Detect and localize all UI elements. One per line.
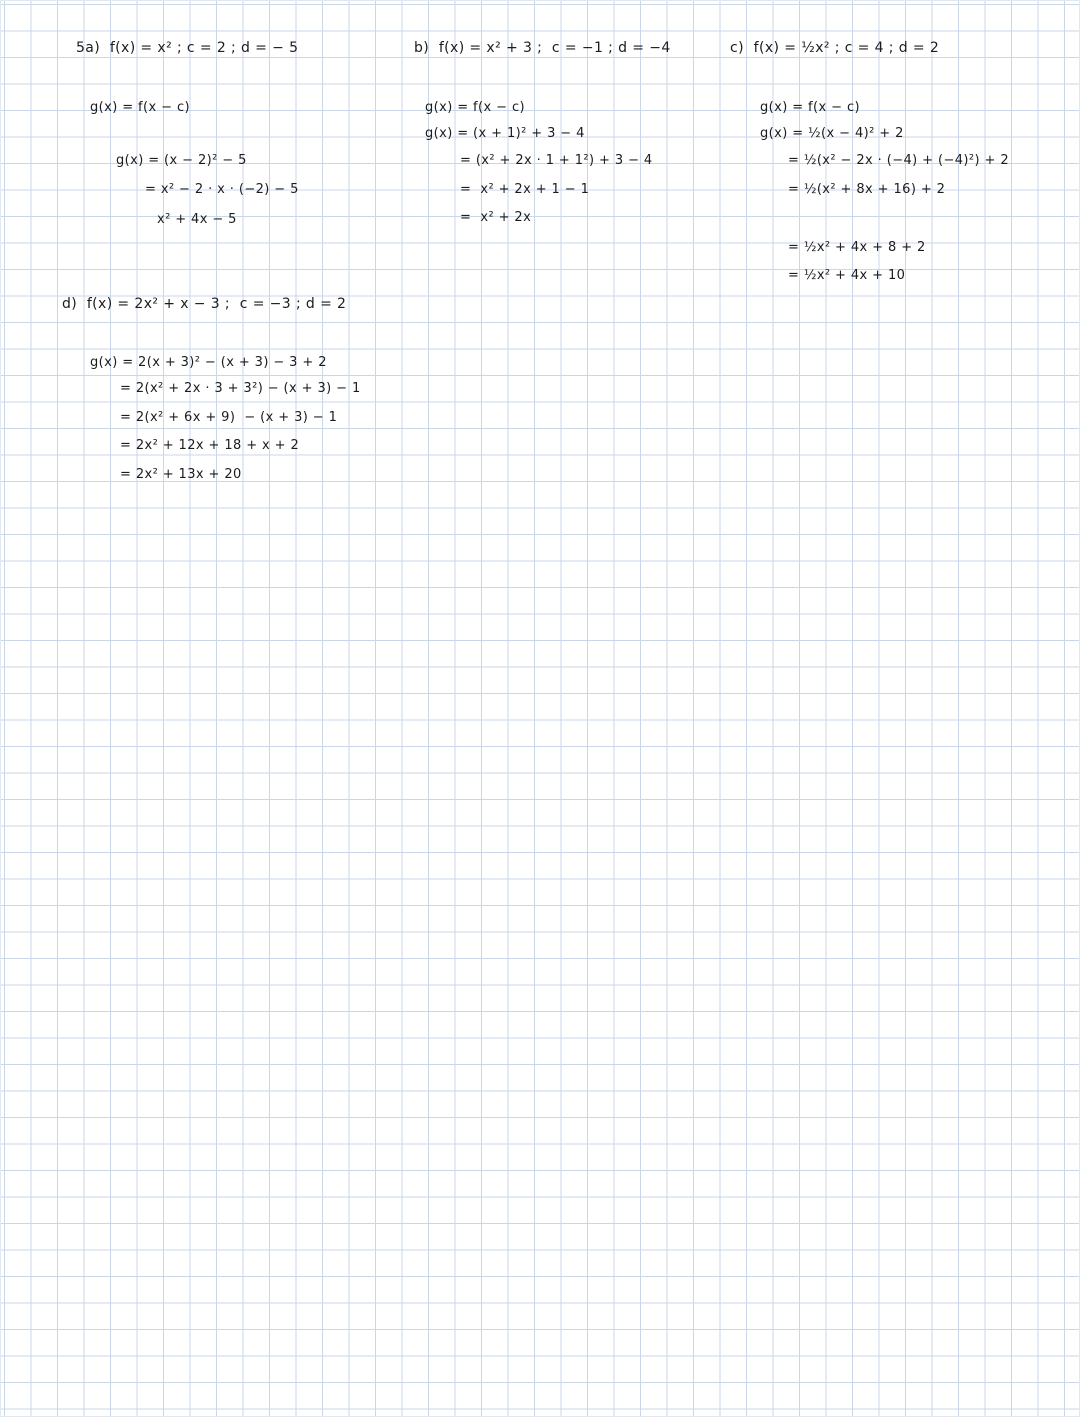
problem-d-header: d) f(x) = 2x² + x − 3 ; c = −3 ; d = 2 [62,296,347,312]
problem-a-line-3: = x² − 2 · x · (−2) − 5 [145,182,299,197]
problem-b-line-3: = (x² + 2x · 1 + 1²) + 3 − 4 [460,153,653,168]
problem-c-line-2: g(x) = ½(x − 4)² + 2 [760,126,904,141]
problem-a-header: 5a) f(x) = x² ; c = 2 ; d = − 5 [76,40,299,56]
problem-b-line-5: = x² + 2x [460,210,532,225]
problem-b-header: b) f(x) = x² + 3 ; c = −1 ; d = −4 [414,40,671,56]
problem-c-header: c) f(x) = ½x² ; c = 4 ; d = 2 [730,40,940,56]
problem-c-line-3: = ½(x² − 2x · (−4) + (−4)²) + 2 [788,153,1010,168]
problem-c-line-6: = ½x² + 4x + 10 [788,268,906,283]
problem-c-line-4: = ½(x² + 8x + 16) + 2 [788,182,946,197]
problem-d-line-5: = 2x² + 13x + 20 [120,467,242,482]
problem-d-line-1: g(x) = 2(x + 3)² − (x + 3) − 3 + 2 [90,355,327,370]
problem-d-line-3: = 2(x² + 6x + 9) − (x + 3) − 1 [120,410,338,425]
problem-a-line-2: g(x) = (x − 2)² − 5 [116,153,247,168]
problem-b-line-4: = x² + 2x + 1 − 1 [460,182,590,197]
problem-d-line-2: = 2(x² + 2x · 3 + 3²) − (x + 3) − 1 [120,381,361,396]
problem-d-line-4: = 2x² + 12x + 18 + x + 2 [120,438,300,453]
problem-b-line-2: g(x) = (x + 1)² + 3 − 4 [425,126,585,141]
problem-a-line-1: g(x) = f(x − c) [90,100,190,115]
problem-a-line-4: x² + 4x − 5 [157,212,237,227]
problem-b-line-1: g(x) = f(x − c) [425,100,525,115]
problem-c-line-5: = ½x² + 4x + 8 + 2 [788,240,926,255]
problem-c-line-1: g(x) = f(x − c) [760,100,860,115]
